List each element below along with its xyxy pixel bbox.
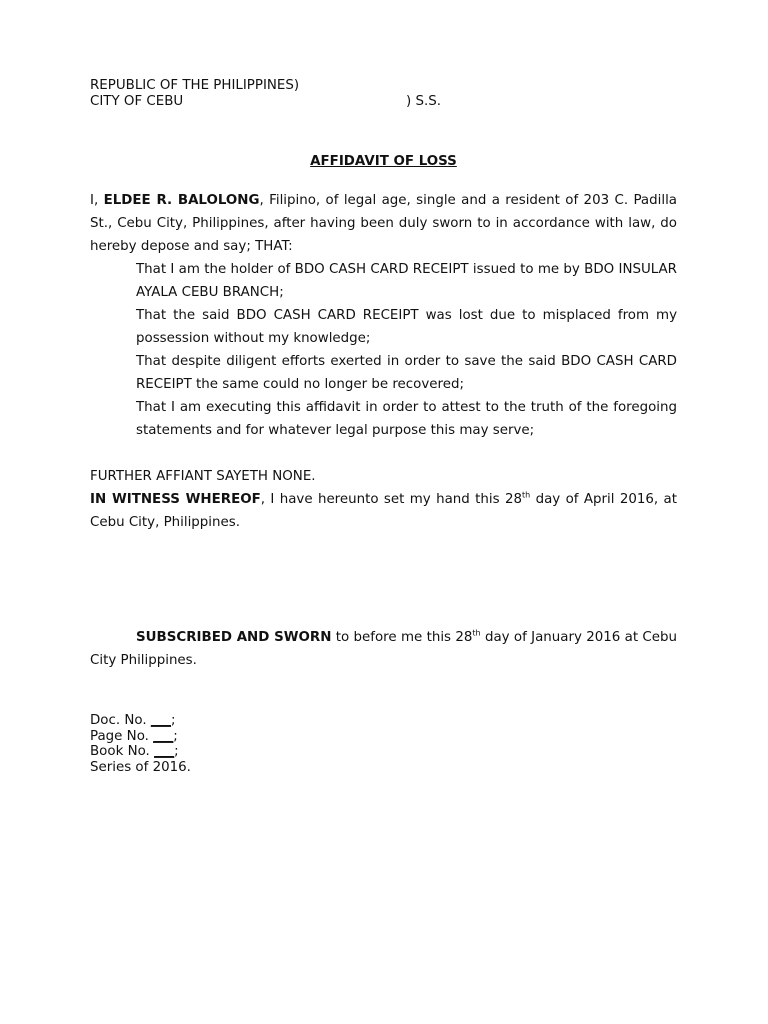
statement-item: That despite diligent efforts exerted in order to save the said BDO CASH CARD RECEIPT the same could no longer be recovered; [136,354,677,392]
intro-prefix: I, [90,193,104,208]
venue-ss: ) S.S. [406,94,441,109]
statement-item: That I am the holder of BDO CASH CARD RECEIPT issued to me by BDO INSULAR AYALA CEBU BRANCH; [136,262,677,300]
witness-text-a: , I have hereunto set my hand this 28 [260,492,522,507]
page-no-label: Page No. [90,728,154,744]
witness-paragraph [90,488,677,534]
statements-list [90,258,677,442]
subscribed-lead: SUBSCRIBED AND SWORN [136,630,332,645]
statement-item: That I am executing this affidavit in order to attest to the truth of the foregoing statements and for whatever legal purpose this may serve; [136,400,677,438]
witness-lead: IN WITNESS WHEREOF [90,492,261,507]
intro-text: , Filipino, of legal age, single and a resident of 203 C. Padilla St., Cebu City, Philippines, after having been duly sworn to in accordance with law, do hereby depose and say; THAT: [90,193,677,254]
venue-city: CITY OF CEBU [90,94,184,109]
venue-block [90,78,677,110]
book-no-line [90,744,191,760]
doc-no-blank: ___ [150,713,171,728]
subscribed-text-a: to before me this 28 [331,630,473,645]
document-title: AFFIDAVIT OF LOSS [310,154,457,169]
subscribed-paragraph [90,626,677,672]
doc-no-label: Doc. No. [90,713,151,728]
subscribed-ordinal: th [472,628,481,638]
spacer [90,442,677,465]
book-no-blank: ___ [154,744,175,759]
book-no-end: ; [174,744,179,759]
intro-paragraph [90,189,677,258]
further-affiant: FURTHER AFFIANT SAYETH NONE. [90,469,316,484]
subscribed-text-b: day of January 2016 at Cebu City Philippines. [90,630,677,668]
witness-text-b: day of April 2016, at Cebu City, Philippines. [90,492,677,530]
page-no-line [90,729,191,745]
statement-item: That the said BDO CASH CARD RECEIPT was lost due to misplaced from my possession without my knowledge; [136,308,677,346]
page-no-end: ; [173,728,178,744]
page-no-blank: ___ [153,728,174,744]
venue-city-row [90,94,677,110]
series-line: Series of 2016. [90,759,191,775]
notary-block [90,713,191,775]
affiant-name: ELDEE R. BALOLONG [103,193,260,208]
venue-republic: REPUBLIC OF THE PHILIPPINES) [90,78,300,93]
book-no-label: Book No. [90,744,155,759]
doc-no-end: ; [170,713,176,728]
affidavit-body [90,189,677,534]
witness-ordinal: th [521,490,531,500]
doc-no-line [90,713,191,729]
